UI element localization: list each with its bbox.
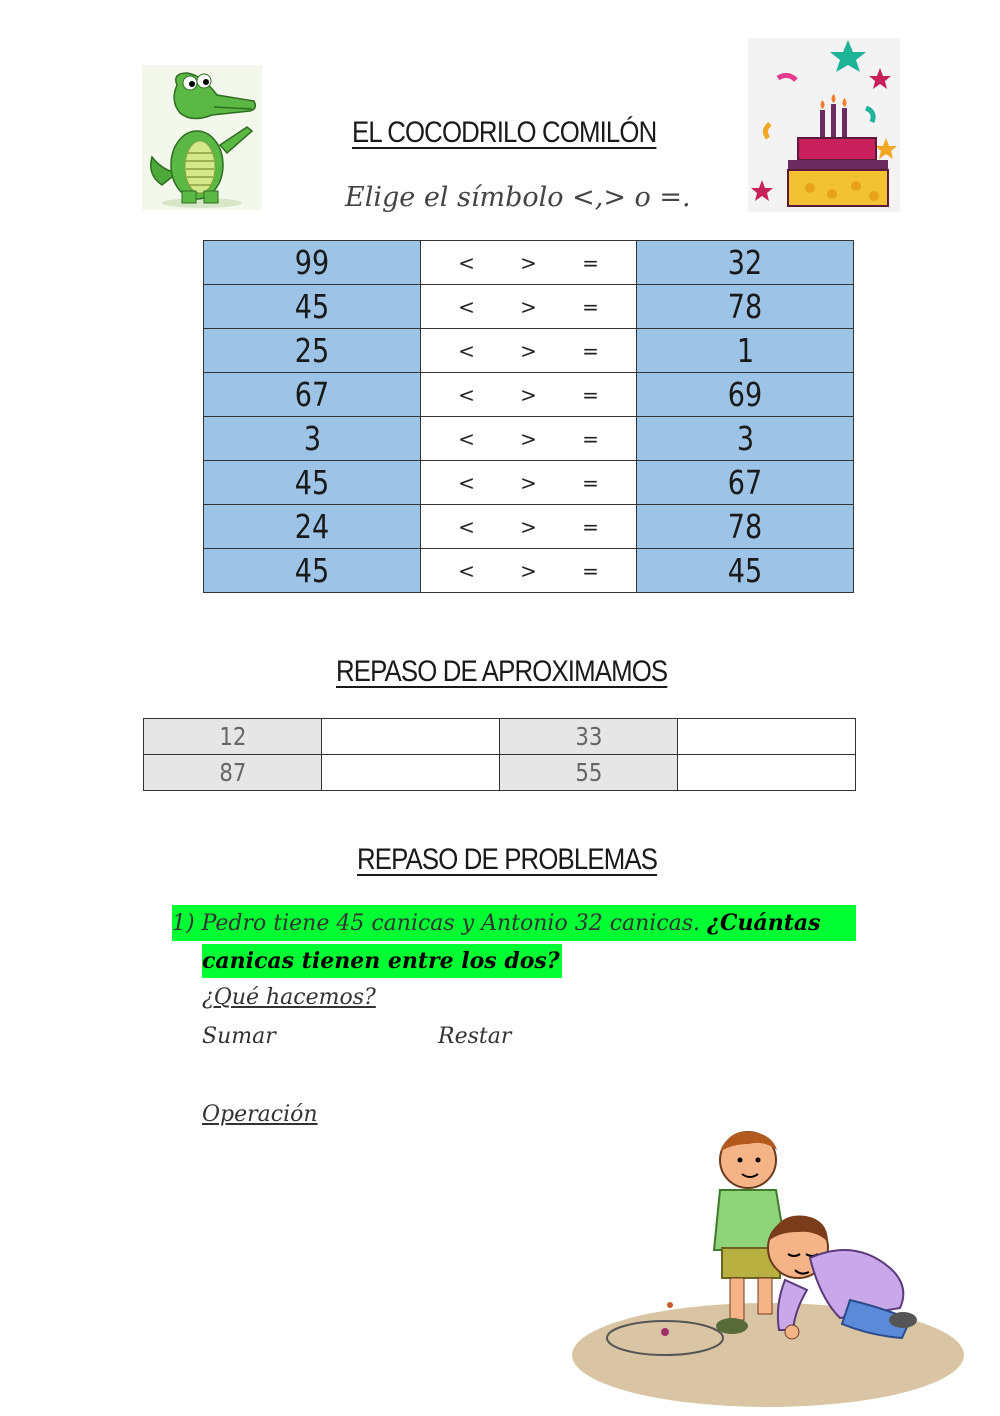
problem-statement-line1 bbox=[172, 905, 856, 941]
approx-number-text: 33 bbox=[574, 722, 603, 751]
right-number-text: 1 bbox=[736, 331, 754, 370]
equals-option[interactable]: = bbox=[582, 514, 599, 539]
less-than-option[interactable]: < bbox=[458, 250, 475, 275]
birthday-cake-illustration bbox=[748, 38, 900, 212]
symbol-choices bbox=[421, 329, 637, 373]
greater-than-option[interactable]: > bbox=[520, 514, 537, 539]
symbol-choices bbox=[421, 461, 637, 505]
right-number bbox=[637, 285, 854, 329]
comparison-row bbox=[204, 505, 854, 549]
problem-question-start: ¿Cuántas bbox=[707, 910, 821, 936]
operation-label: Operación bbox=[202, 1102, 318, 1127]
right-number bbox=[637, 505, 854, 549]
right-number bbox=[637, 461, 854, 505]
left-number-text: 99 bbox=[294, 243, 330, 282]
symbol-choices bbox=[421, 417, 637, 461]
left-number-text: 45 bbox=[294, 551, 330, 590]
approx-number-text: 87 bbox=[218, 758, 247, 787]
approx-number bbox=[144, 719, 322, 755]
comparison-row bbox=[204, 549, 854, 593]
right-number-text: 67 bbox=[727, 463, 763, 502]
greater-than-option[interactable]: > bbox=[520, 250, 537, 275]
problem-number: 1) bbox=[172, 911, 195, 936]
problem-statement: Pedro tiene 45 canicas y Antonio 32 canicas. bbox=[201, 911, 701, 936]
left-number bbox=[204, 505, 421, 549]
left-number bbox=[204, 417, 421, 461]
left-number-text: 67 bbox=[294, 375, 330, 414]
approx-answer-input[interactable] bbox=[322, 719, 500, 755]
kids-playing-marbles-illustration bbox=[570, 1130, 966, 1412]
instruction-text: Elige el símbolo <,> o =. bbox=[345, 182, 691, 213]
approx-number bbox=[144, 755, 322, 791]
less-than-option[interactable]: < bbox=[458, 514, 475, 539]
equals-option[interactable]: = bbox=[582, 338, 599, 363]
crocodile-illustration bbox=[142, 65, 262, 210]
comparison-row bbox=[204, 461, 854, 505]
greater-than-option[interactable]: > bbox=[520, 294, 537, 319]
approx-number bbox=[500, 755, 678, 791]
symbol-choices bbox=[421, 549, 637, 593]
right-number-text: 78 bbox=[727, 287, 763, 326]
approx-answer-input[interactable] bbox=[322, 755, 500, 791]
left-number-text: 45 bbox=[294, 287, 330, 326]
approx-number bbox=[500, 719, 678, 755]
less-than-option[interactable]: < bbox=[458, 294, 475, 319]
right-number-text: 69 bbox=[727, 375, 763, 414]
right-number-text: 32 bbox=[727, 243, 763, 282]
left-number bbox=[204, 241, 421, 285]
comparison-row bbox=[204, 285, 854, 329]
right-number-text: 45 bbox=[727, 551, 763, 590]
left-number-text: 3 bbox=[303, 419, 321, 458]
less-than-option[interactable]: < bbox=[458, 558, 475, 583]
left-number bbox=[204, 373, 421, 417]
left-number-text: 24 bbox=[294, 507, 330, 546]
problem-question-end: canicas tienen entre los dos? bbox=[202, 944, 562, 978]
symbol-choices bbox=[421, 241, 637, 285]
approx-number-text: 12 bbox=[218, 722, 247, 751]
equals-option[interactable]: = bbox=[582, 382, 599, 407]
approx-section-title: REPASO DE APROXIMAMOS bbox=[336, 655, 668, 688]
left-number-text: 25 bbox=[294, 331, 330, 370]
equals-option[interactable]: = bbox=[582, 558, 599, 583]
left-number-text: 45 bbox=[294, 463, 330, 502]
greater-than-option[interactable]: > bbox=[520, 426, 537, 451]
less-than-option[interactable]: < bbox=[458, 426, 475, 451]
problems-section-title: REPASO DE PROBLEMAS bbox=[357, 843, 658, 876]
equals-option[interactable]: = bbox=[582, 250, 599, 275]
equals-option[interactable]: = bbox=[582, 294, 599, 319]
right-number bbox=[637, 549, 854, 593]
symbol-choices bbox=[421, 373, 637, 417]
less-than-option[interactable]: < bbox=[458, 470, 475, 495]
left-number bbox=[204, 329, 421, 373]
comparison-row bbox=[204, 329, 854, 373]
right-number bbox=[637, 373, 854, 417]
right-number bbox=[637, 329, 854, 373]
right-number-text: 3 bbox=[736, 419, 754, 458]
symbol-choices bbox=[421, 505, 637, 549]
comparison-row bbox=[204, 241, 854, 285]
right-number bbox=[637, 241, 854, 285]
equals-option[interactable]: = bbox=[582, 426, 599, 451]
right-number-text: 78 bbox=[727, 507, 763, 546]
what-do-we-do-label: ¿Qué hacemos? bbox=[202, 985, 376, 1010]
left-number bbox=[204, 285, 421, 329]
greater-than-option[interactable]: > bbox=[520, 382, 537, 407]
left-number bbox=[204, 461, 421, 505]
right-number bbox=[637, 417, 854, 461]
approx-answer-input[interactable] bbox=[678, 719, 856, 755]
approx-row bbox=[144, 719, 856, 755]
option-sumar[interactable]: Sumar bbox=[202, 1024, 276, 1049]
left-number bbox=[204, 549, 421, 593]
option-restar[interactable]: Restar bbox=[438, 1024, 512, 1049]
greater-than-option[interactable]: > bbox=[520, 558, 537, 583]
approx-answer-input[interactable] bbox=[678, 755, 856, 791]
approx-number-text: 55 bbox=[574, 758, 603, 787]
comparison-row bbox=[204, 417, 854, 461]
less-than-option[interactable]: < bbox=[458, 382, 475, 407]
greater-than-option[interactable]: > bbox=[520, 470, 537, 495]
comparison-row bbox=[204, 373, 854, 417]
symbol-choices bbox=[421, 285, 637, 329]
less-than-option[interactable]: < bbox=[458, 338, 475, 363]
greater-than-option[interactable]: > bbox=[520, 338, 537, 363]
equals-option[interactable]: = bbox=[582, 470, 599, 495]
page-title: EL COCODRILO COMILÓN bbox=[352, 116, 657, 149]
comparison-table bbox=[203, 240, 854, 593]
approx-row bbox=[144, 755, 856, 791]
approx-table bbox=[143, 718, 856, 791]
